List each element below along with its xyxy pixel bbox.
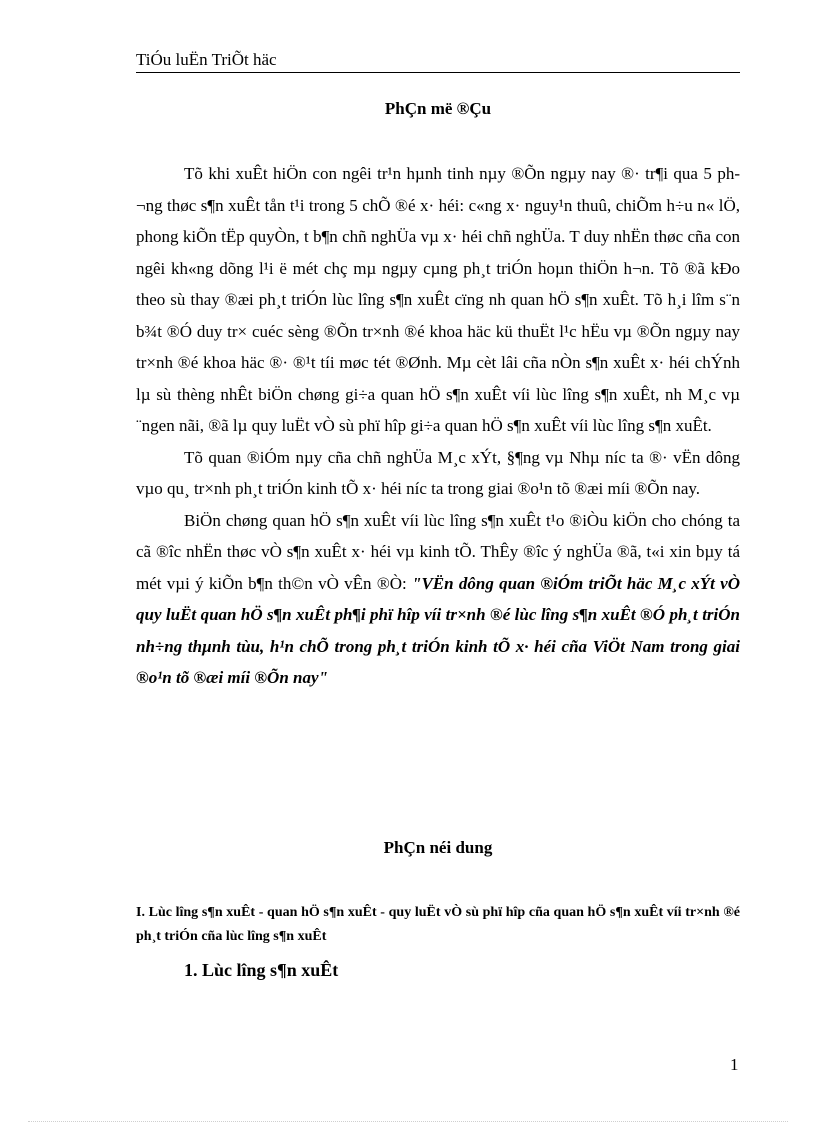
paragraph-2: Tõ quan ®iÓm nµy cña chñ nghÜa M¸c xÝt, §¶ng vµ Nhµ níc ta ®· vËn dông vµo qu¸ tr×nh ph¸t triÓn kinh tÕ x· héi níc ta trong giai ®o¹n tõ ®æi míi ®Õn nay. bbox=[136, 447, 740, 498]
content-heading: PhÇn néi dung bbox=[383, 838, 493, 857]
page-bottom-divider bbox=[28, 1121, 788, 1122]
body-text bbox=[136, 158, 740, 694]
page-number: 1 bbox=[730, 1055, 739, 1074]
paragraph-3 bbox=[136, 505, 740, 694]
sub-heading: 1. Lùc lîng s¶n xuÊt bbox=[184, 960, 339, 980]
section-heading: I. Lùc lîng s¶n xuÊt - quan hÖ s¶n xuÊt - quy luËt vÒ sù phï hîp cña quan hÖ s¶n xuÊt víi tr×nh ®é ph¸t triÓn cña lùc lîng s¶n xuÊt bbox=[136, 905, 740, 944]
intro-heading: PhÇn më ®Çu bbox=[384, 99, 492, 118]
document-header: TiÓu luËn TriÕt häc bbox=[136, 50, 740, 73]
paragraph-1: Tõ khi xuÊt hiÖn con ngêi tr¹n hµnh tinh nµy ®Õn ngµy nay ®· tr¶i qua 5 ph¬ng thøc s¶n xuÊt tån t¹i trong 5 chÕ ®é x· héi: c«ng x· nguy¹n thuû, chiÕm h÷u n« lÖ, phong kiÕn tËp quyÒn, t b¶n chñ nghÜa vµ x· héi chñ nghÜa. T duy nhËn thøc cña con ngêi kh«ng dõng l¹i ë mét chç mµ ngµy cµng ph¸t triÓn hoµn thiÖn h¬n. Tõ ®ã kÐo theo sù thay ®æi ph¸t triÓn lùc lîng s¶n xuÊt cïng nh quan hÖ s¶n xuÊt. Tõ h¸i lîm s¨n b¾t ®Ó duy tr× cuéc sèng ®Õn tr×nh ®é khoa häc kü thuËt l¹c hËu vµ ®Õn ngµy nay tr×nh ®é khoa häc ®· ®¹t tíi møc tét ®Ønh. Mµ cèt lâi cña nÒn s¶n xuÊt x· héi chÝnh lµ sù thèng nhÊt biÖn chøng gi÷a quan hÖ s¶n xuÊt víi lùc lîng s¶n xuÊt, nh M¸c vµ ¨ngen nãi, ®ã lµ quy luËt vÒ sù phï hîp gi÷a quan hÖ s¶n xuÊt víi lùc lîng s¶n xuÊt. bbox=[136, 164, 740, 435]
topic-emphasis: "VËn dông quan ®iÓm triÕt häc M¸c xÝt vÒ quy luËt quan hÖ s¶n xuÊt ph¶i phï hîp víi tr×nh ®é lùc lîng s¶n xuÊt ®Ó ph¸t triÓn nh÷ng thµnh tùu, h¹n chÕ trong ph¸t triÓn kinh tÕ x· héi cña ViÖt Nam trong giai ®o¹n tõ ®æi míi ®Õn nay" bbox=[136, 573, 741, 687]
paragraph-3-text: BiÖn chøng quan hÖ s¶n xuÊt víi lùc lîng s¶n xuÊt t¹o ®iÒu kiÖn cho chóng ta cã ®îc nhËn thøc vÒ s¶n xuÊt x· héi vµ kinh tÕ. ThÊy ®îc ý nghÜa ®ã, t«i xin bµy tá mét vµi ý kiÕn b¶n th©n vÒ vÊn ®Ò: bbox=[136, 510, 740, 593]
